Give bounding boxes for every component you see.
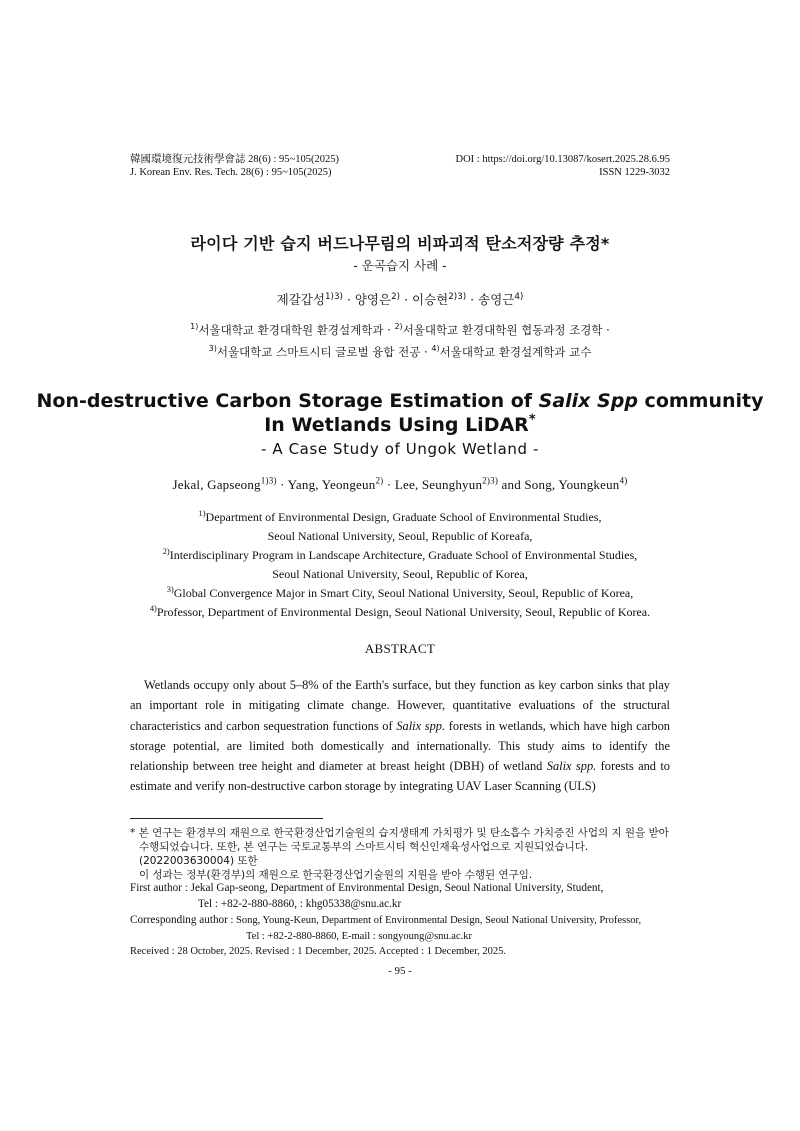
english-author-3: Lee, Seunghyun$^{2)3)}$ bbox=[394, 475, 499, 492]
affiliation-1: $^{1)}$Department of Environmental Design, Graduate School of Environmental Studies, bbox=[198, 509, 602, 524]
english-author-2: Yang, Yeongeun$^{2)}$ bbox=[287, 475, 384, 492]
affiliation-4: $^{4)}$Professor, Department of Environmental Design, Seoul National University, Seoul, Republic of Korea. bbox=[149, 604, 651, 619]
funding-line-1: * 본 연구는 환경부의 재원으로 한국환경산업기술원의 습지생태계 가치평가 및 탄소흡수 가치증진 사업의 지 원을 받아 bbox=[130, 827, 669, 839]
english-authors: Jekal, Gapseong$^{1)3)}$ · Yang, Yeongeun$^{2)}$ · Lee, Seunghyun$^{2)3)}$ and Song, Youngkeun$^{4)}$ bbox=[172, 475, 628, 492]
english-title bbox=[0, 389, 800, 437]
first-author-footnote bbox=[130, 880, 675, 912]
first-author-line: First author : Jekal Gap-seong, Department of Environmental Design, Seoul National University, Student, bbox=[130, 882, 604, 894]
korean-author-3: 이승현$^{2)3)}$ bbox=[412, 291, 467, 307]
korean-authors: 제갈갑성$^{1)3)}$ · 양영은$^{2)}$ · 이승현$^{2)3)}$ · 송영근$^{4)}$ bbox=[276, 291, 524, 307]
english-title-line-2: In Wetlands Using LiDAR* bbox=[264, 412, 536, 436]
doi-text: DOI : https://doi.org/10.13087/kosert.2025.28.6.95 bbox=[455, 154, 670, 165]
abstract-body bbox=[130, 675, 670, 797]
journal-header-left bbox=[130, 153, 339, 179]
korean-author-4: 송영근$^{4)}$ bbox=[478, 291, 524, 307]
affiliation-3: $^{3)}$Global Convergence Major in Smart City, Seoul National University, Seoul, Republic of Korea, bbox=[166, 585, 634, 600]
korean-affiliation-line-2: $^{3)}$서울대학교 스마트시티 글로벌 융합 전공 · $^{4)}$서울대학교 환경설계학과 교수 bbox=[208, 344, 592, 359]
corresponding-author-contact: Tel : +82-2-880-8860, E-mail : songyoung@snu.ac.kr bbox=[246, 931, 472, 942]
affiliation-2: $^{2)}$Interdisciplinary Program in Landscape Architecture, Graduate School of Environmental Studies, bbox=[162, 547, 638, 562]
funding-footnote bbox=[130, 826, 675, 882]
page-number: - 95 - bbox=[388, 965, 412, 977]
footnote-divider bbox=[130, 818, 323, 819]
english-affiliations bbox=[0, 508, 800, 622]
english-author-4: Song, Youngkeun$^{4)}$ bbox=[524, 475, 628, 492]
korean-affiliation-line-1: $^{1)}$서울대학교 환경대학원 환경설계학과 · $^{2)}$서울대학교 환경대학원 협동과정 조경학 · bbox=[190, 322, 610, 337]
corresponding-author-footnote bbox=[130, 912, 675, 945]
affiliation-1-continued: Seoul National University, Seoul, Republic of Koreafa, bbox=[267, 529, 533, 543]
funding-line-3: 이 성과는 정부(환경부)의 재원으로 한국환경산업기술원의 지원을 받아 수행된 연구임. bbox=[139, 869, 533, 881]
abstract-paragraph: Wetlands occupy only about 5–8% of the Earth's surface, but they function as key carbon sinks that play an important role in mitigating climate change. However, quantitative evaluations of the structural characteristics and carbon sequestration functions of Salix spp. forests in wetlands, which have high carbon storage potential, are limited both domestically and internationally. This study aims to identify the relationship between tree height and diameter at breast height (DBH) of wetland Salix spp. forests and to estimate and verify non-destructive carbon storage by integrating UAV Laser Scanning (ULS) bbox=[130, 678, 671, 794]
corresponding-author-line: Corresponding author : Song, Young-Keun, Department of Environmental Design, Seoul National University, Professor, bbox=[130, 914, 642, 926]
journal-header-right bbox=[456, 153, 670, 179]
english-subtitle: - A Case Study of Ungok Wetland - bbox=[260, 440, 540, 458]
english-author-1: Jekal, Gapseong$^{1)3)}$ bbox=[172, 475, 277, 492]
english-title-line-1: Non-destructive Carbon Storage Estimation of Salix Spp community bbox=[36, 390, 764, 412]
journal-name-english: J. Korean Env. Res. Tech. 28(6) : 95~105(2025) bbox=[130, 167, 332, 178]
korean-title: 라이다 기반 습지 버드나무림의 비파괴적 탄소저장량 추정* bbox=[190, 234, 610, 253]
journal-name-chinese: 韓國環境復元技術學會誌 28(6) : 95~105(2025) bbox=[130, 154, 339, 165]
received-dates: Received : 28 October, 2025. Revised : 1 December, 2025. Accepted : 1 December, 2025. bbox=[130, 946, 507, 957]
korean-author-2: 양영은$^{2)}$ bbox=[354, 291, 401, 307]
abstract-heading: ABSTRACT bbox=[364, 641, 436, 656]
issn-text: ISSN 1229-3032 bbox=[599, 167, 670, 178]
first-author-contact: Tel : +82-2-880-8860, : khg05338@snu.ac.kr bbox=[198, 898, 402, 910]
korean-subtitle: - 운곡습지 사례 - bbox=[353, 258, 447, 273]
funding-line-2: 수행되었습니다. 또한, 본 연구는 국토교통부의 스마트시티 혁신인재육성사업으로 지원되었습니다. (2022003630004) 또한 bbox=[139, 841, 589, 867]
affiliation-2-continued: Seoul National University, Seoul, Republic of Korea, bbox=[272, 567, 528, 581]
korean-author-1: 제갈갑성$^{1)3)}$ bbox=[276, 291, 343, 307]
